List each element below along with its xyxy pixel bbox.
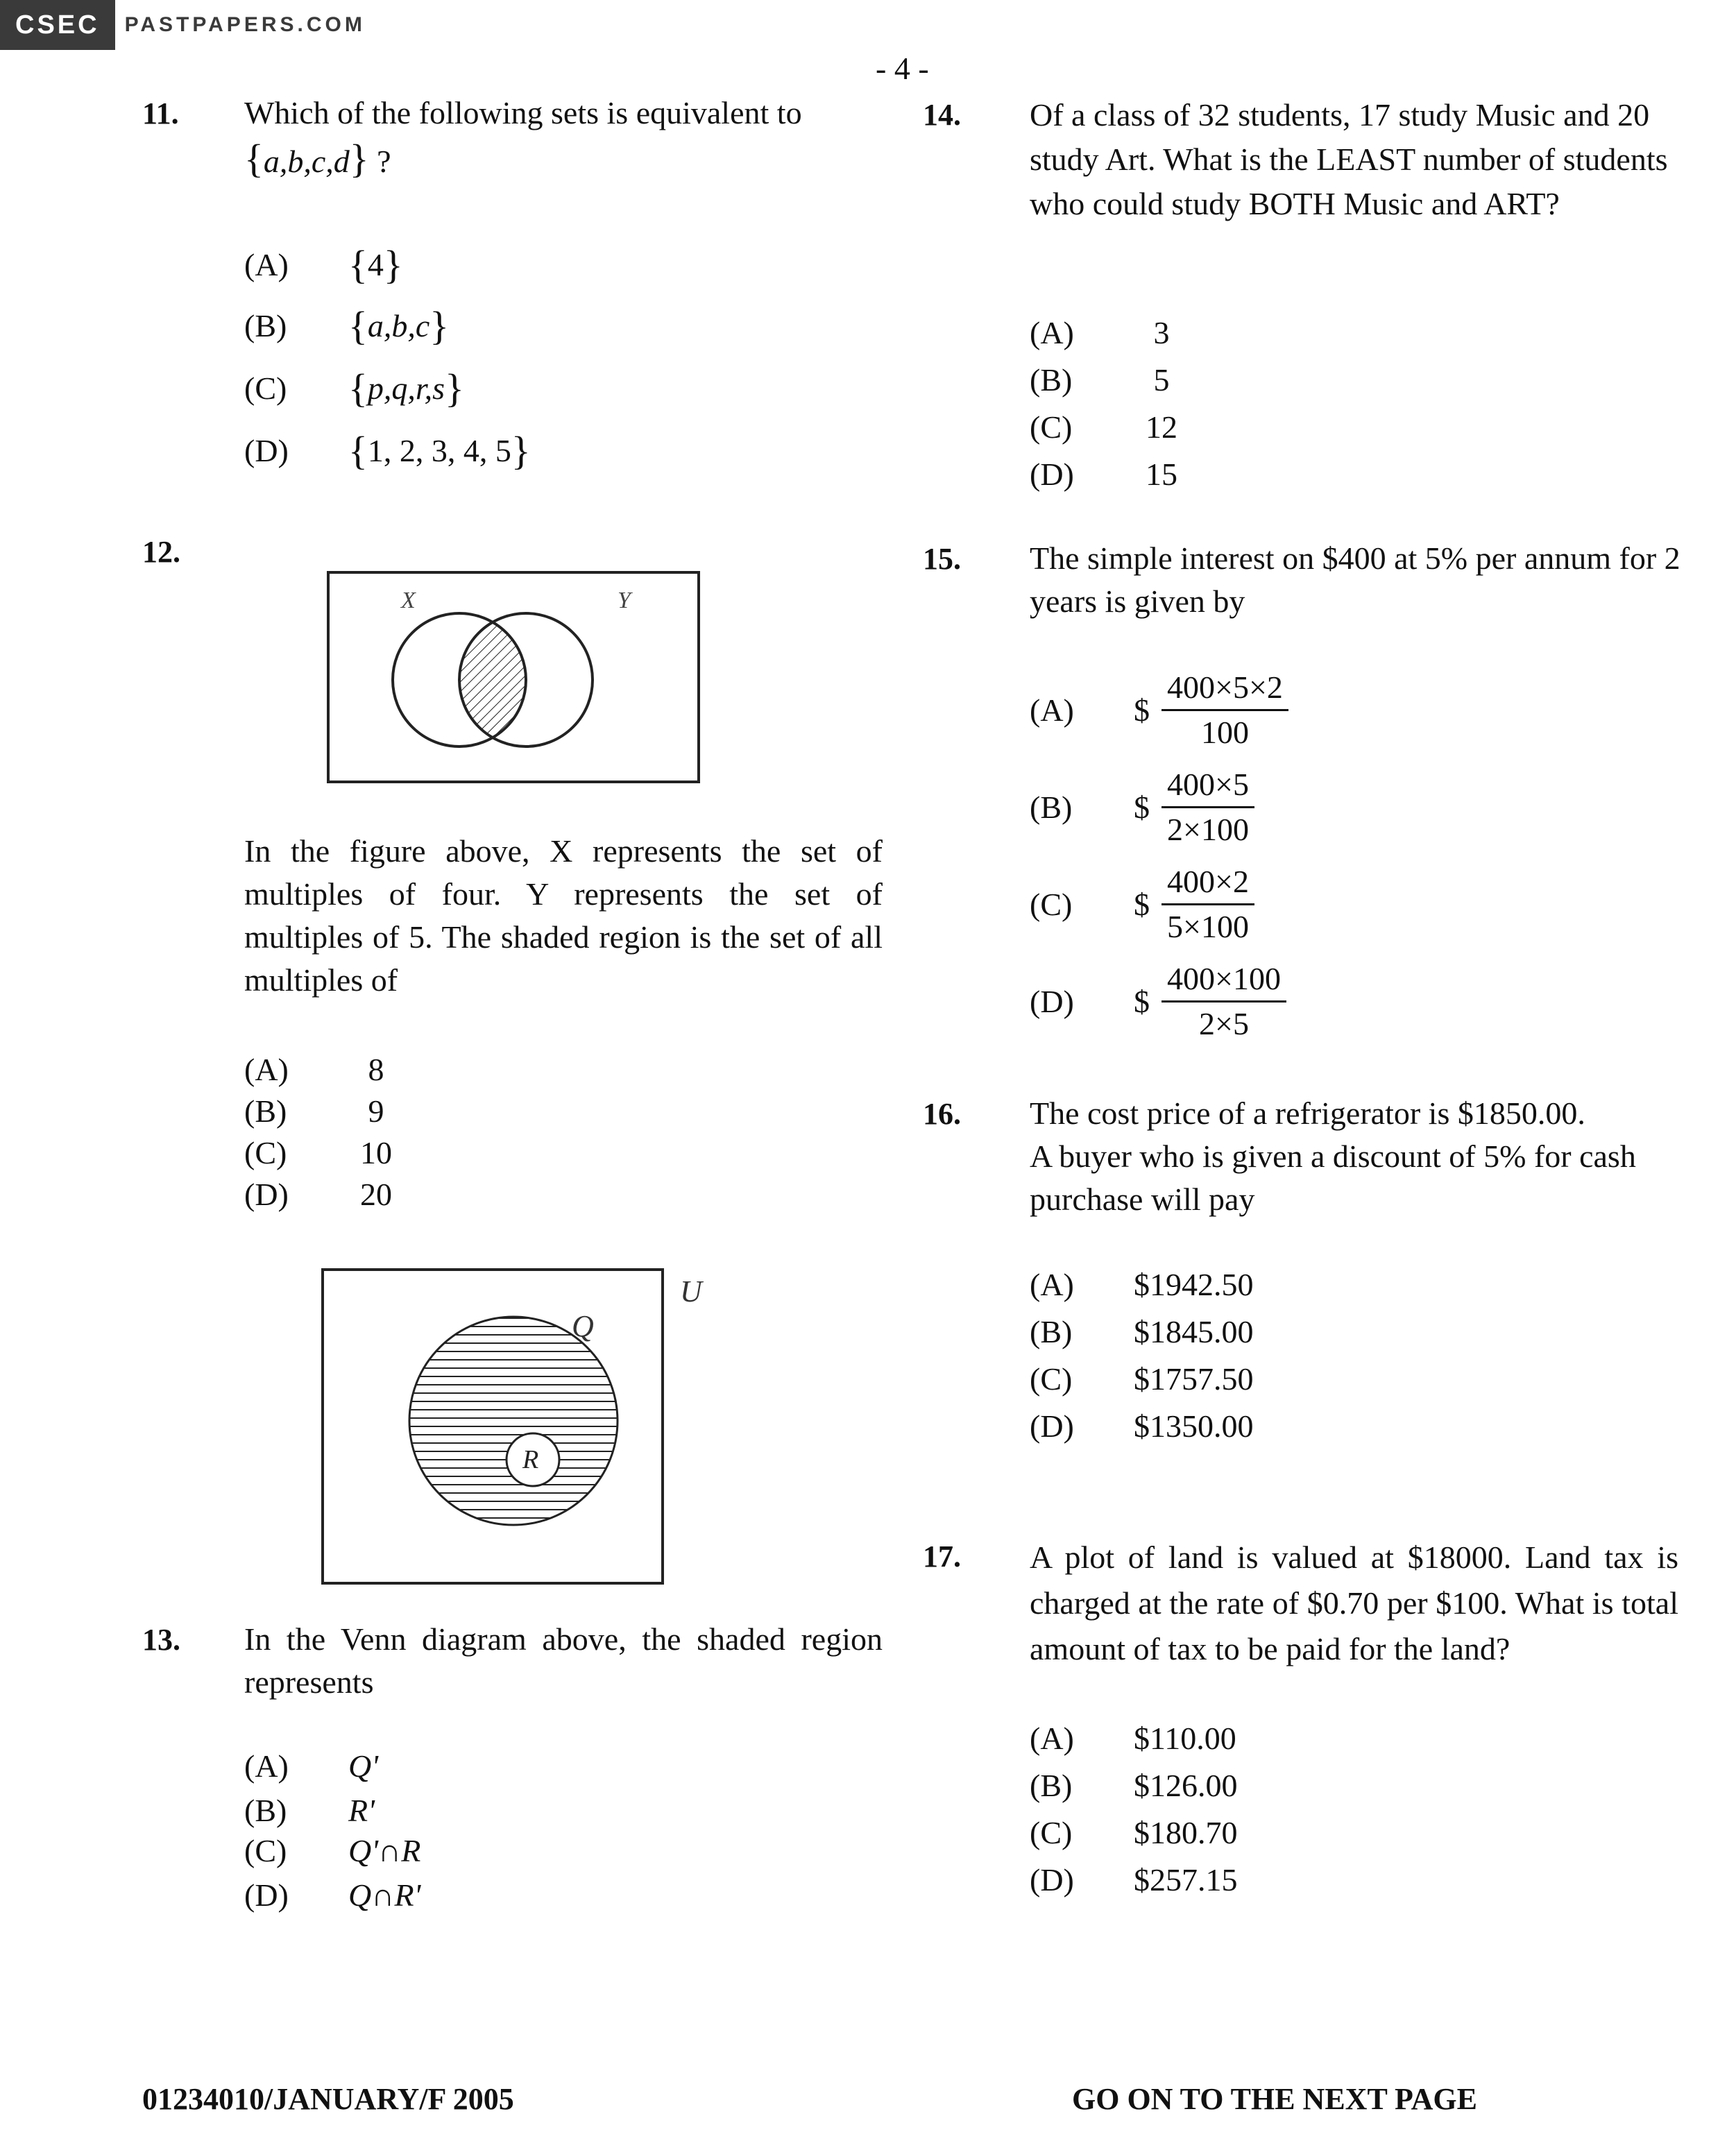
q17-option-b[interactable]: (B) $126.00 [1030, 1768, 1238, 1803]
q12-option-c[interactable]: (C) 10 [244, 1135, 392, 1170]
site-brand [0, 0, 375, 50]
q11-text: Which of the following sets is equivalent to [244, 95, 802, 130]
q13-circle-q [409, 1317, 618, 1525]
q13-number: 13. [142, 1623, 180, 1657]
q12-option-a[interactable]: (A) 8 [244, 1052, 384, 1087]
q15-option-a[interactable]: (A) $ $\frac{400\times 5\times 2}{100}$ [1030, 666, 1288, 754]
brand-site: PASTPAPERS.COM [124, 13, 366, 36]
q13-label-q: Q [572, 1309, 594, 1343]
q14-option-a[interactable]: (A) 3 [1030, 315, 1170, 350]
q11-number: 11. [142, 96, 179, 130]
q16-option-d[interactable]: (D) $1350.00 [1030, 1408, 1254, 1444]
q13-option-a[interactable]: (A) Q' [244, 1748, 379, 1784]
q12-option-b[interactable]: (B) 9 [244, 1093, 384, 1129]
q12-number: 12. [142, 535, 180, 569]
q16-text-line2: A buyer who is given a discount of 5% for cash purchase will pay [1030, 1138, 1636, 1217]
q14-text: Of a class of 32 students, 17 study Music and 20 study Art. What is the LEAST number of students who could study BOTH Music and ART? [1030, 97, 1668, 221]
q13-label-r: R [522, 1445, 539, 1474]
q12-label-y: Y [618, 588, 631, 613]
q12-label-x: X [401, 588, 416, 613]
q13-option-b[interactable]: (B) R' [244, 1793, 375, 1828]
q14-option-b[interactable]: (B) 5 [1030, 362, 1170, 398]
q13-option-d[interactable]: (D) Q∩R' [244, 1877, 421, 1913]
q17-text: A plot of land is valued at $18000. Land tax is charged at the rate of $0.70 per $100. What is total amount of tax to be paid for the land? [1030, 1539, 1678, 1666]
q13-venn-diagram [319, 1256, 722, 1589]
q17-number: 17. [923, 1539, 961, 1573]
q14-option-d[interactable]: (D) 15 [1030, 457, 1177, 492]
q11-option-b[interactable]: (B) { a,b,c } [244, 303, 450, 348]
q11-option-d[interactable]: (D) { 1, 2, 3, 4, 5 } [244, 428, 531, 473]
q16-number: 16. [923, 1097, 961, 1131]
q16-option-b[interactable]: (B) $1845.00 [1030, 1314, 1254, 1349]
q13-label-u: U [680, 1274, 702, 1308]
q12-venn-diagram [326, 570, 701, 785]
q13-option-c[interactable]: (C) Q'∩R [244, 1833, 421, 1868]
q15-option-c[interactable]: (C) $ $\frac{400\times 2}{5\times 100}$ [1030, 860, 1254, 948]
q11-option-c[interactable]: (C) { p,q,r,s } [244, 366, 464, 411]
q13-text: In the Venn diagram above, the shaded region represents [244, 1621, 883, 1700]
q12-text: In the figure above, X represents the set of multiples of four. Y represents the set of multiples of 5. The shaded region is the set of all multiples of [244, 833, 883, 998]
q12-option-d[interactable]: (D) 20 [244, 1177, 392, 1212]
q17-option-c[interactable]: (C) $180.70 [1030, 1815, 1238, 1850]
q16-text-line1: The cost price of a refrigerator is $1850.00. [1030, 1095, 1585, 1131]
q17-option-d[interactable]: (D) $257.15 [1030, 1862, 1238, 1897]
q14-option-c[interactable]: (C) 12 [1030, 409, 1177, 445]
q17-option-a[interactable]: (A) $110.00 [1030, 1721, 1236, 1756]
brand-logo: CSEC [0, 0, 115, 50]
q15-option-d[interactable]: (D) $ $\frac{400\times 100}{2\times 5}$ [1030, 957, 1286, 1046]
q16-option-c[interactable]: (C) $1757.50 [1030, 1361, 1254, 1397]
footer-next-page: GO ON TO THE NEXT PAGE [1072, 2082, 1477, 2116]
page-number: - 4 - [876, 51, 929, 86]
q15-number: 15. [923, 542, 961, 576]
q15-option-b[interactable]: (B) $ $\frac{400\times 5}{2\times 100}$ [1030, 763, 1254, 851]
q11-option-a[interactable]: (A) { 4 } [244, 242, 403, 287]
q14-number: 14. [923, 98, 961, 132]
q15-text: The simple interest on $400 at 5% per annum for 2 years is given by [1030, 540, 1680, 619]
q16-option-a[interactable]: (A) $1942.50 [1030, 1267, 1254, 1302]
q11-set: {a,b,c,d} ? [244, 136, 391, 181]
footer-paper-code: 01234010/JANUARY/F 2005 [142, 2082, 514, 2116]
